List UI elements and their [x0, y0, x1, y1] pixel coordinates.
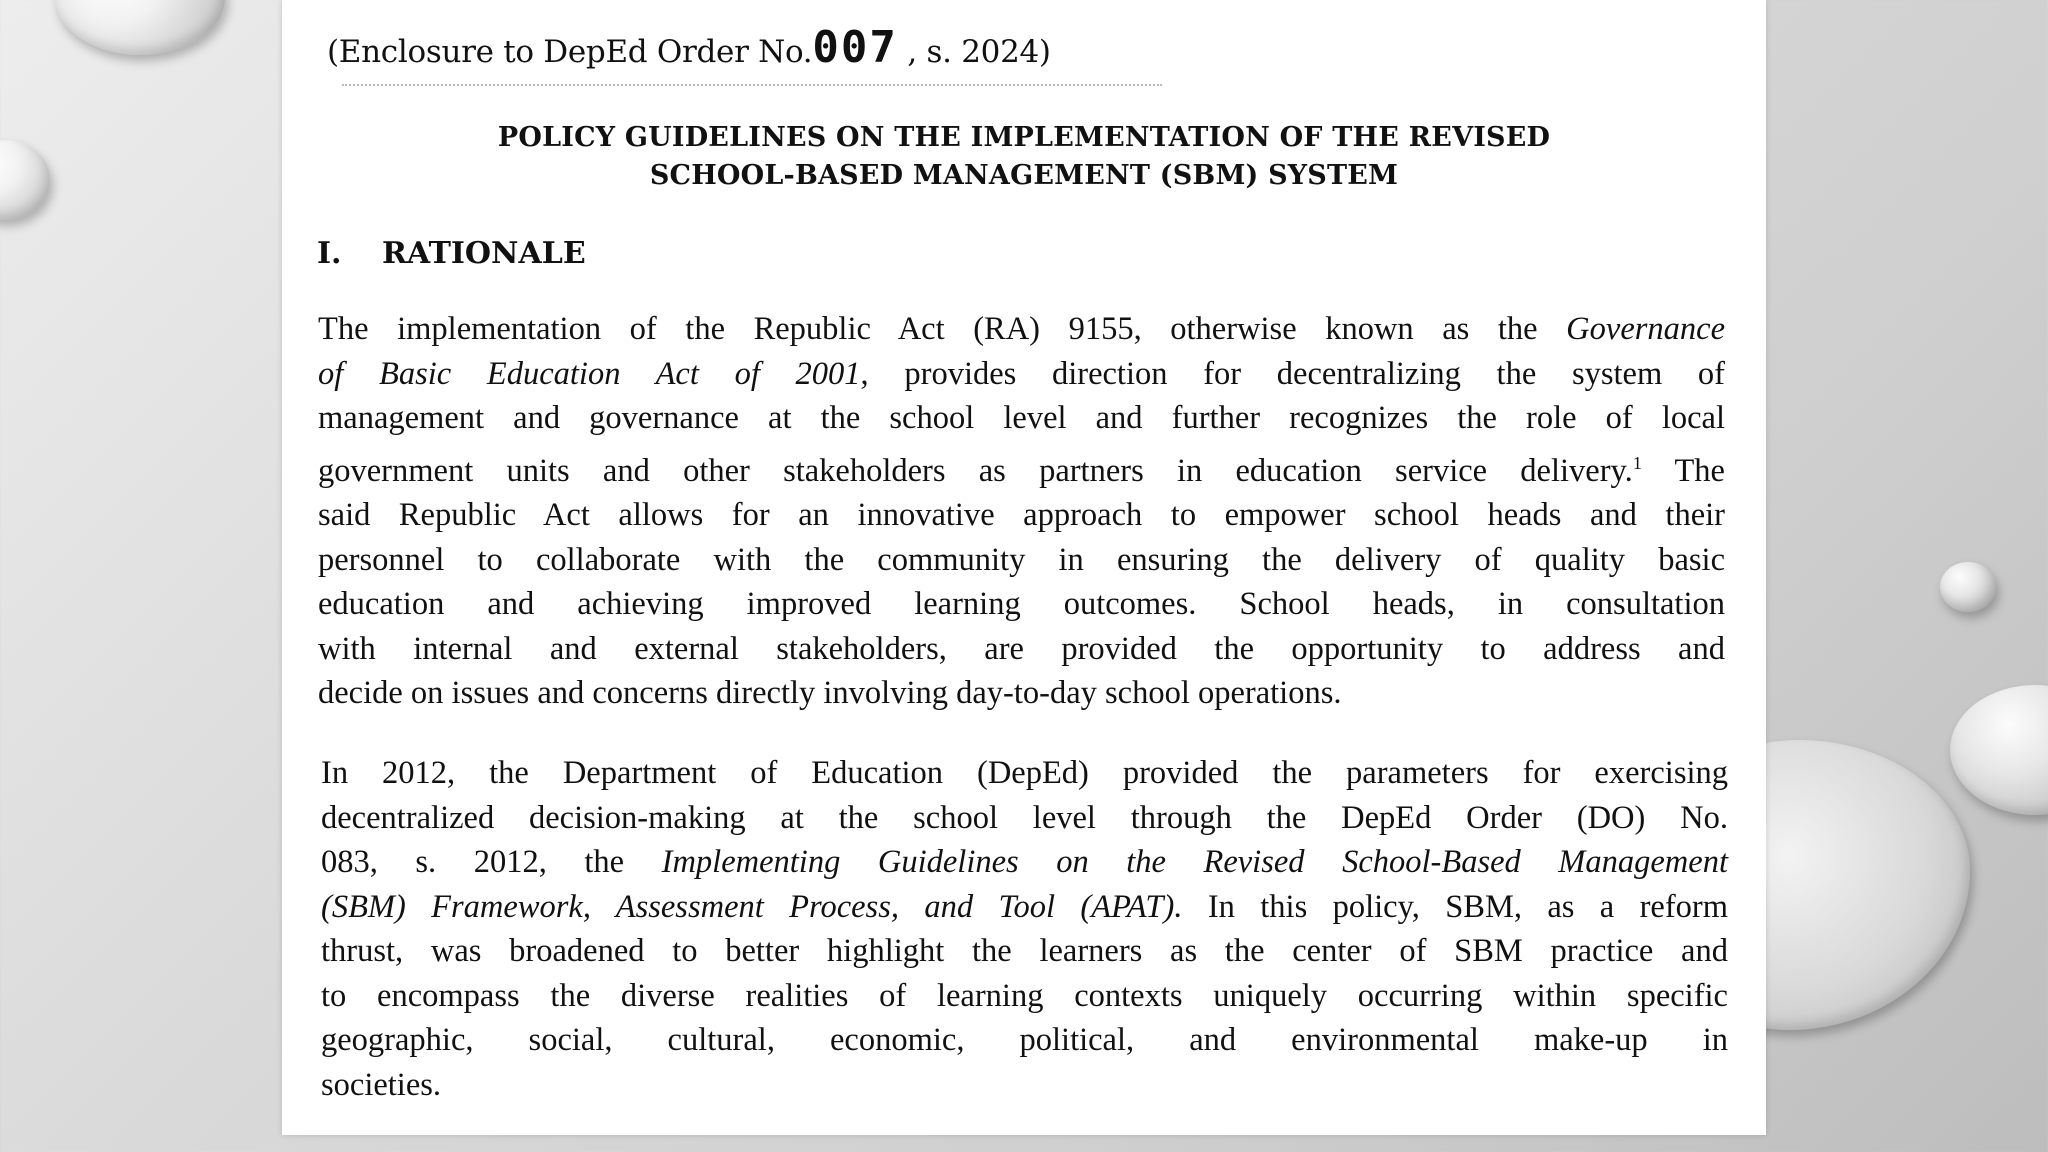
- water-drop-decoration: [0, 140, 50, 220]
- text-run: , provides direction for decentralizing the system of: [860, 355, 1725, 392]
- italic-text-run: of Basic Education Act of 2001: [318, 355, 861, 392]
- paragraph-line: [318, 352, 1725, 397]
- enclosure-prefix: (Enclosure to DepEd Order No.: [327, 34, 813, 70]
- enclosure-suffix: , s. 2024): [897, 34, 1051, 70]
- text-run: The implementation of the Republic Act (RA) 9155, otherwise known as the: [318, 311, 1567, 347]
- italic-text-run: Governance: [1566, 311, 1725, 347]
- paragraph-line: personnel to collaborate with the community in ensuring the delivery of quality basic: [318, 541, 1725, 578]
- paragraph-line: [318, 307, 1725, 352]
- paragraph-line: In 2012, the Department of Education (DepEd) provided the parameters for exercising: [321, 755, 1728, 791]
- footnote-marker: 1: [1632, 452, 1642, 473]
- paragraph-line: with internal and external stakeholders, are provided the opportunity to address and: [318, 630, 1725, 667]
- rationale-paragraph-2: [321, 751, 1728, 1107]
- section-heading: [317, 236, 586, 271]
- document-title-line-1: POLICY GUIDELINES ON THE IMPLEMENTATION OF THE REVISED: [497, 122, 1551, 153]
- enclosure-header: [327, 22, 1051, 73]
- paragraph-line: education and achieving improved learning outcomes. School heads, in consultation: [318, 586, 1725, 622]
- italic-text-run: (SBM) Framework, Assessment Process, and Tool (APAT).: [321, 888, 1183, 925]
- paragraph-line: decide on issues and concerns directly involving day-to-day school operations.: [318, 675, 1342, 711]
- document-title-line-2: SCHOOL-BASED MANAGEMENT (SBM) SYSTEM: [649, 160, 1399, 191]
- scan-artifact-divider: [342, 84, 1162, 86]
- text-run: government units and other stakeholders as partners in education service delivery.: [318, 452, 1633, 489]
- document-page: [282, 0, 1766, 1135]
- section-title: RATIONALE: [382, 236, 586, 271]
- paragraph-line: thrust, was broadened to better highlight the learners as the center of SBM practice and: [321, 933, 1728, 969]
- paragraph-line: to encompass the diverse realities of learning contexts uniquely occurring within specific: [321, 977, 1728, 1014]
- paragraph-line: geographic, social, cultural, economic, political, and environmental make-up in: [321, 1022, 1728, 1058]
- paragraph-line: [321, 885, 1728, 930]
- paragraph-line: [321, 840, 1728, 885]
- water-drop-decoration: [55, 0, 225, 55]
- paragraph-line: societies.: [321, 1066, 442, 1103]
- text-run: In this policy, SBM, as a reform: [1182, 888, 1728, 925]
- section-numeral: I.: [317, 236, 342, 271]
- order-number: 007: [812, 22, 898, 73]
- paragraph-line: said Republic Act allows for an innovative approach to empower school heads and their: [318, 497, 1725, 533]
- paragraph-line: management and governance at the school level and further recognizes the role of local: [318, 400, 1725, 436]
- rationale-paragraph-1: [318, 307, 1725, 716]
- italic-text-run: Implementing Guidelines on the Revised School-Based Management: [661, 844, 1728, 880]
- text-run: 083, s. 2012, the: [321, 844, 662, 880]
- paragraph-line: [318, 441, 1725, 494]
- paragraph-line: decentralized decision-making at the school level through the DepEd Order (DO) No.: [321, 799, 1728, 836]
- water-drop-decoration: [1940, 562, 1996, 612]
- water-drop-decoration: [1950, 685, 2048, 815]
- text-run: The: [1641, 452, 1725, 489]
